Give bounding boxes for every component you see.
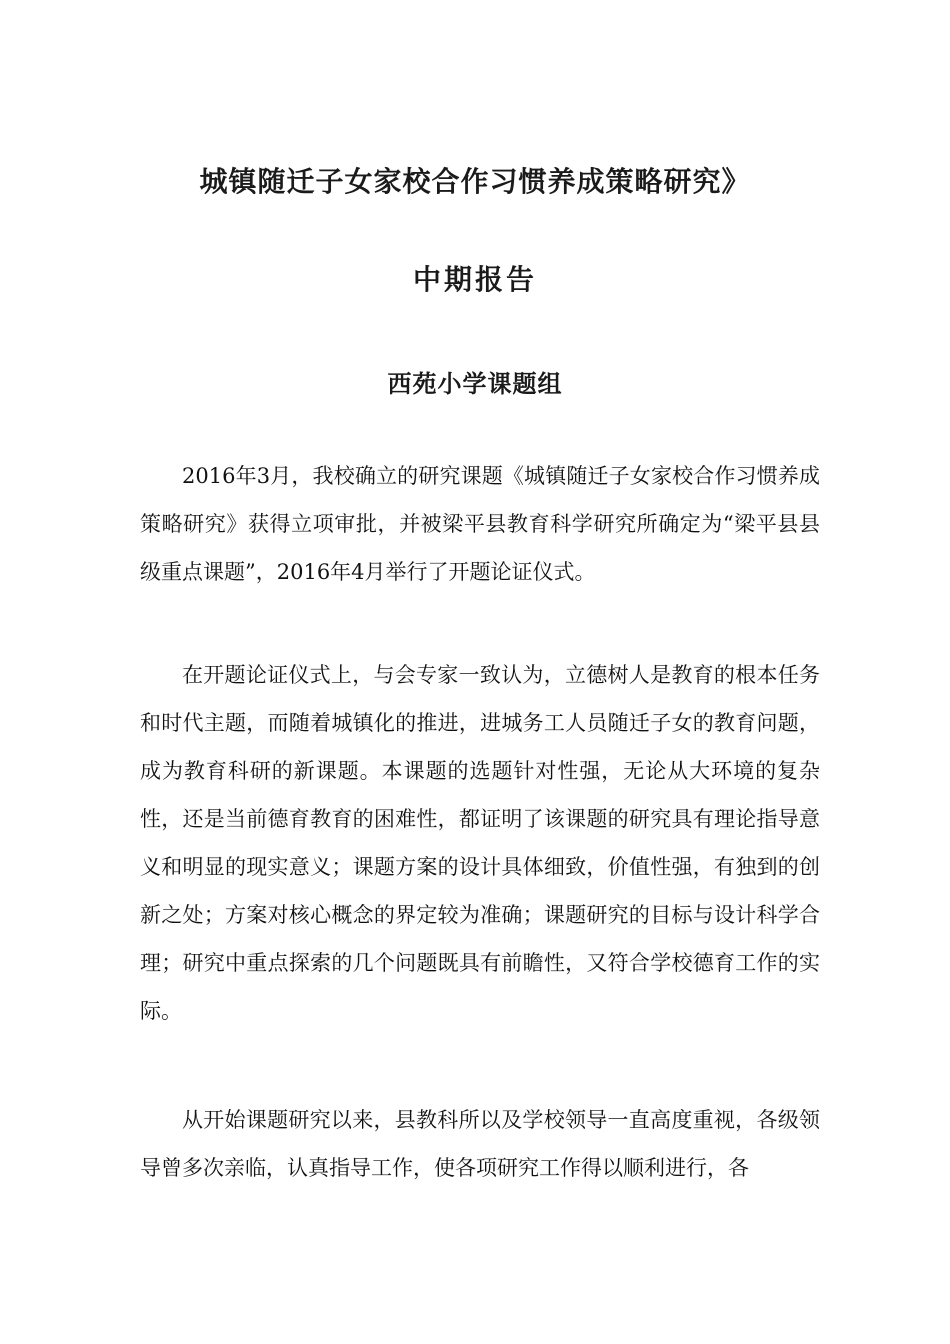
document-subtitle: 中期报告	[412, 263, 537, 296]
paragraph-1: 2016年3月，我校确立的研究课题《城镇随迁子女家校合作习惯养成策略研究》获得立项审批，并被梁平县教育科学研究所确定为“梁平县县级重点课题”，2016年4月举行了开题论证仪式。	[140, 464, 820, 584]
document-author: 西苑小学课题组	[387, 370, 563, 398]
paragraph-3: 从开始课题研究以来，县教科所以及学校领导一直高度重视，各级领导曾多次亲临，认真指导工作，使各项研究工作得以顺利进行，各	[140, 1108, 820, 1180]
paragraph-2: 在开题论证仪式上，与会专家一致认为，立德树人是教育的根本任务和时代主题，而随着城镇化的推进，进城务工人员随迁子女的教育问题，成为教育科研的新课题。本课题的选题针对性强，无论从大环境的复杂性，还是当前德育教育的困难性，都证明了该课题的研究具有理论指导意义和明显的现实意义；课题方案的设计具体细致，价值性强，有独到的创新之处；方案对核心概念的界定较为准确；课题研究的目标与设计科学合理；研究中重点探索的几个问题既具有前瞻性，又符合学校德育工作的实际。	[140, 663, 820, 1023]
document-title: 城镇随迁子女家校合作习惯养成策略研究》	[199, 165, 751, 198]
